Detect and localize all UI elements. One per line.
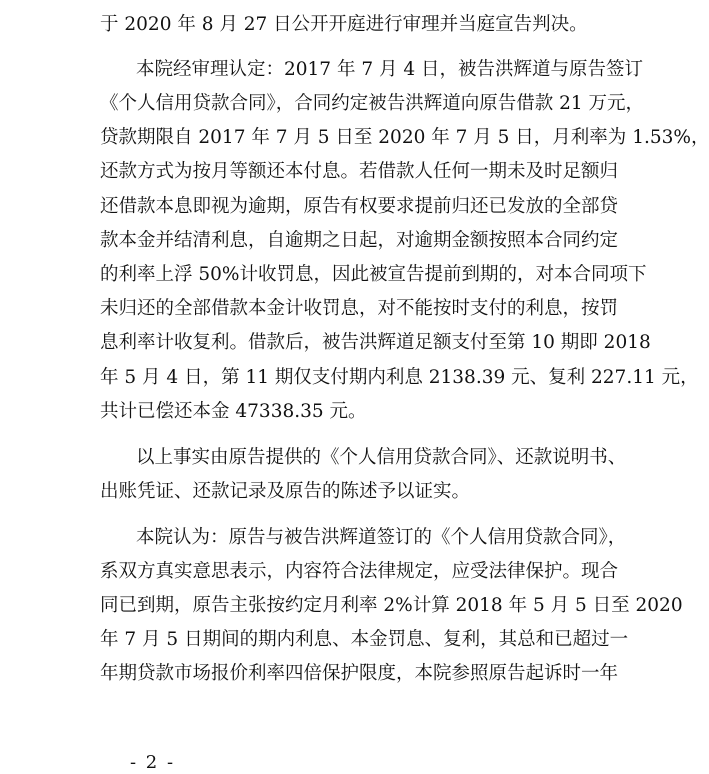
text-line: 还款方式为按月等额还本付息。若借款人任何一期未及时足额归	[100, 161, 619, 182]
text-line: 共计已偿还本金 47338.35 元。	[100, 401, 367, 422]
text-line: 还借款本息即视为逾期，原告有权要求提前归还已发放的全部贷	[100, 196, 619, 217]
text-line: 息利率计收复利。借款后，被告洪辉道足额支付至第 10 期即 2018	[100, 332, 651, 353]
text-line: 年 5 月 4 日，第 11 期仅支付期内利息 2138.39 元、复利 227.11 元，	[100, 367, 699, 388]
page-number: - 2 -	[130, 752, 176, 773]
text-line: 同已到期，原告主张按约定月利率 2%计算 2018 年 5 月 5 日至 2020	[100, 595, 683, 616]
text-line: 年 7 月 5 日期间的期内利息、本金罚息、复利，其总和已超过一	[100, 629, 629, 650]
text-line: 本院认为：原告与被告洪辉道签订的《个人信用贷款合同》，	[136, 527, 627, 548]
text-line: 款本金并结清利息，自逾期之日起，对逾期金额按照本合同约定	[100, 230, 619, 251]
text-line: 以上事实由原告提供的《个人信用贷款合同》、还款说明书、	[136, 447, 627, 468]
text-line: 贷款期限自 2017 年 7 月 5 日至 2020 年 7 月 5 日，月利率为 1.53%，	[100, 127, 709, 148]
text-line: 《个人信用贷款合同》，合同约定被告洪辉道向原告借款 21 万元，	[100, 93, 645, 114]
text-line: 出账凭证、还款记录及原告的陈述予以证实。	[100, 481, 471, 502]
text-line: 系双方真实意思表示，内容符合法律规定，应受法律保护。现合	[100, 561, 619, 582]
text-line: 年期贷款市场报价利率四倍保护限度，本院参照原告起诉时一年	[100, 663, 619, 684]
text-line: 于 2020 年 8 月 27 日公开开庭进行审理并当庭宣告判决。	[100, 14, 588, 35]
text-line: 本院经审理认定：2017 年 7 月 4 日，被告洪辉道与原告签订	[136, 59, 644, 80]
text-line: 未归还的全部借款本金计收罚息，对不能按时支付的利息，按罚	[100, 298, 619, 319]
text-line: 的利率上浮 50%计收罚息，因此被宣告提前到期的，对本合同项下	[100, 264, 647, 285]
